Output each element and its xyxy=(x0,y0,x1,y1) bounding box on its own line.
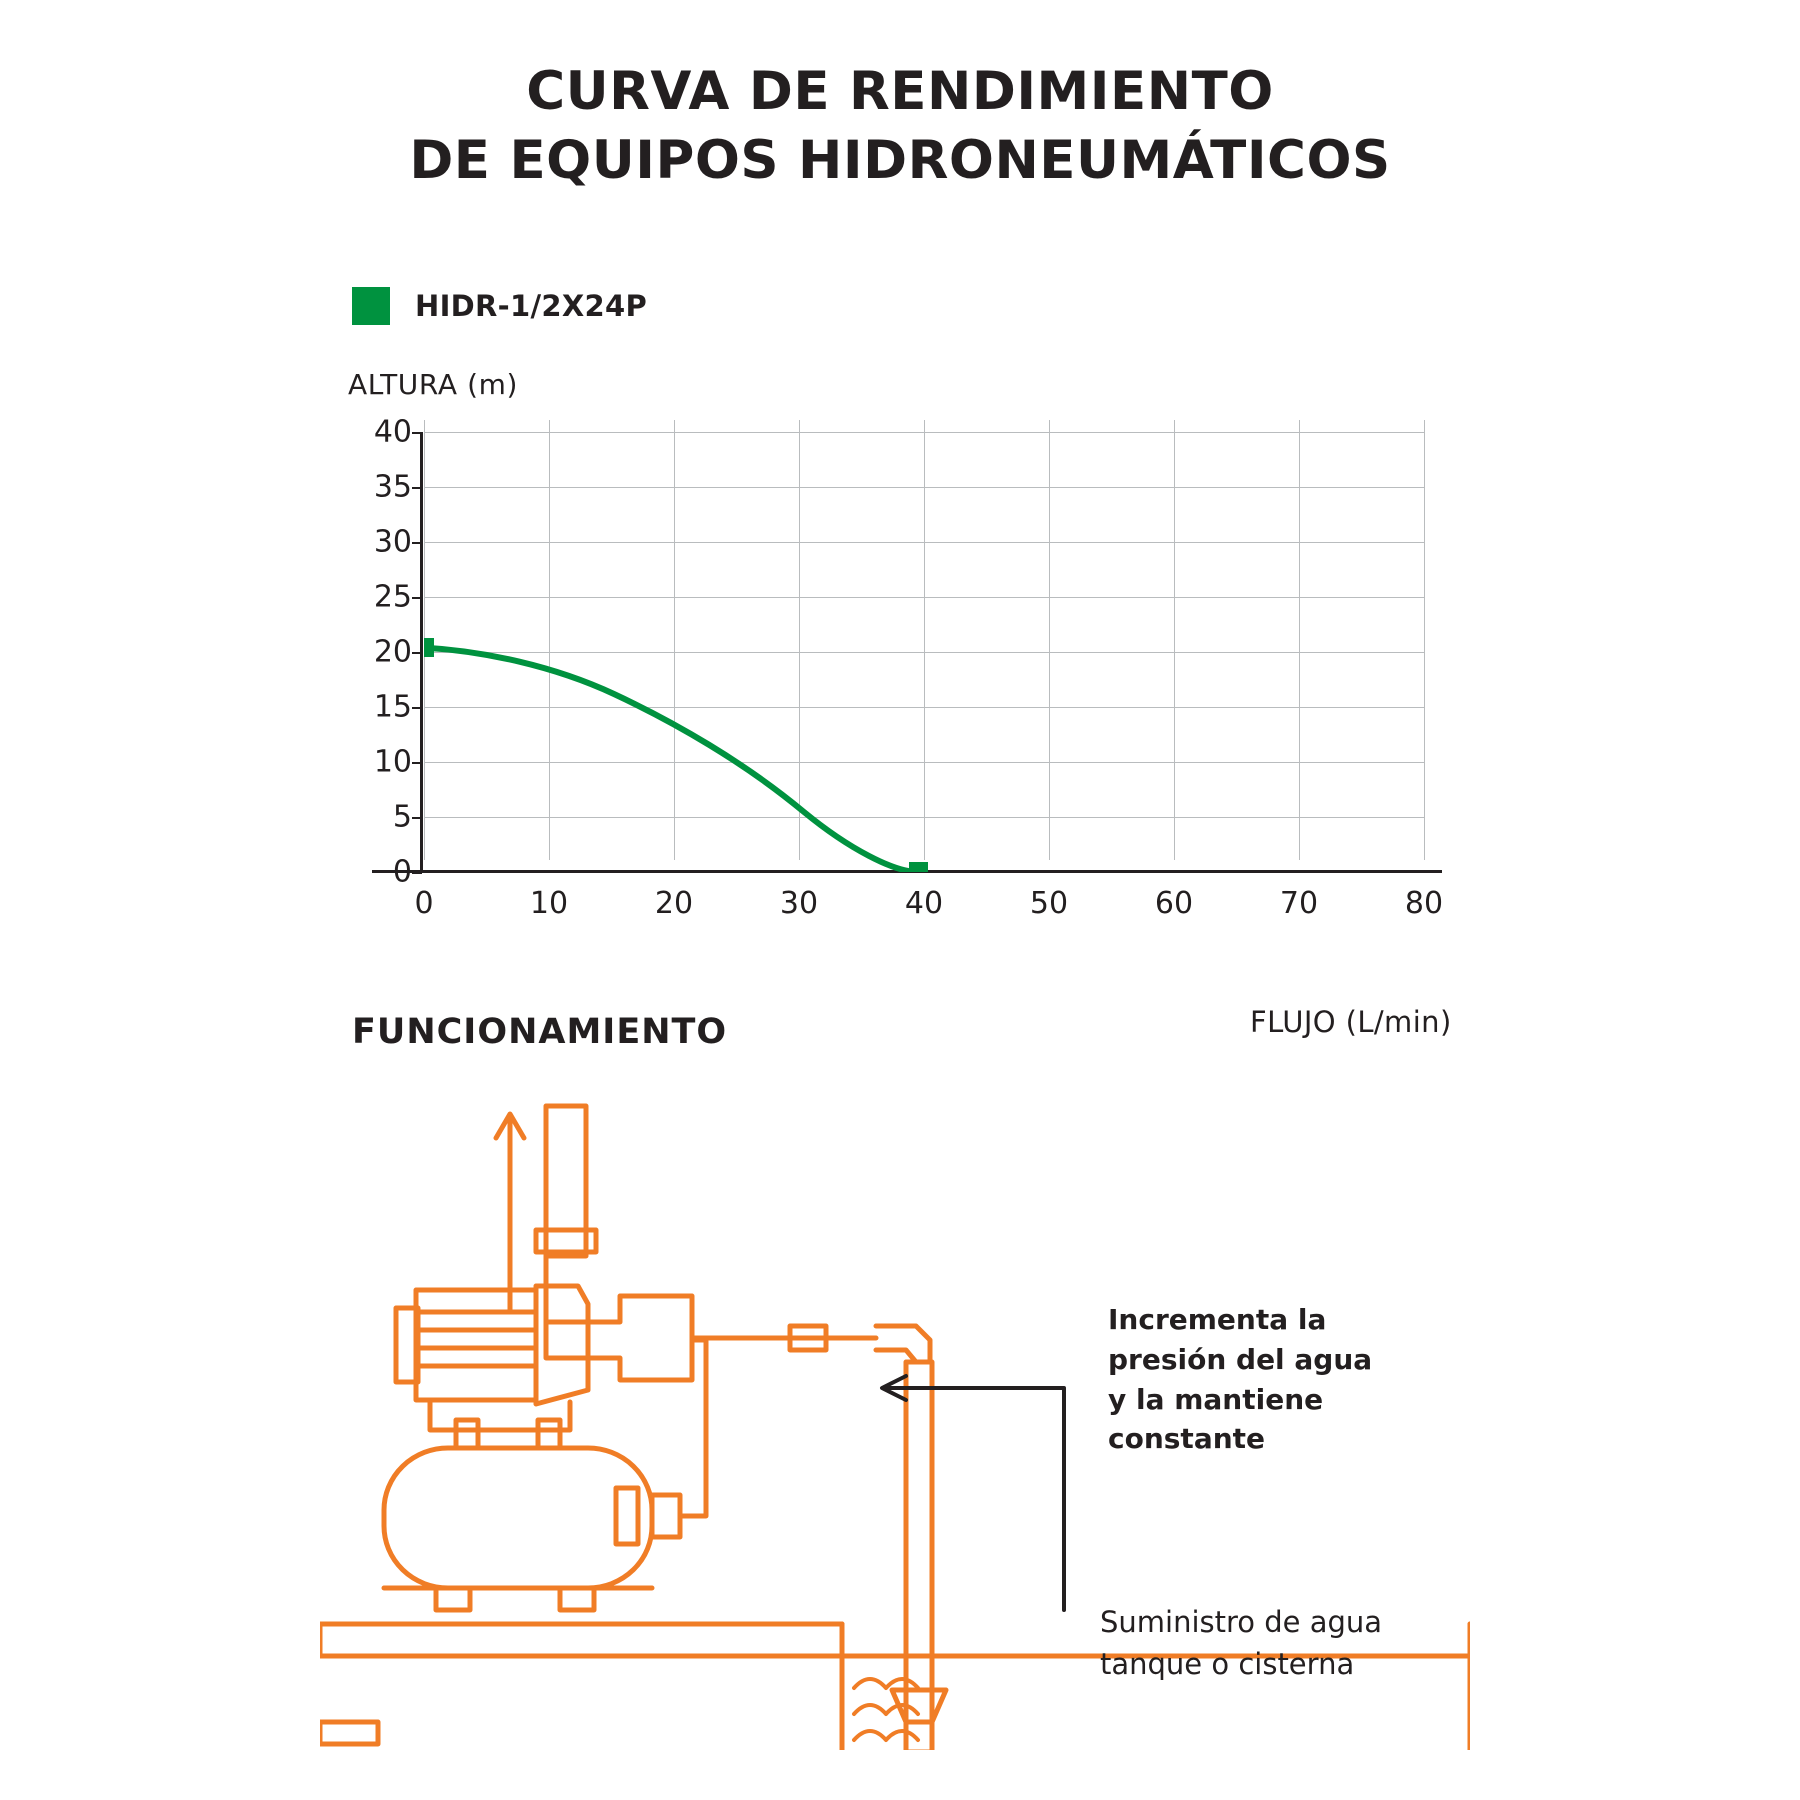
annotation-pressure-line-3: y la mantiene xyxy=(1108,1382,1324,1416)
annotation-pressure-line-2: presión del agua xyxy=(1108,1342,1373,1376)
x-tick-label: 10 xyxy=(529,886,569,921)
outlet-pipe-vertical xyxy=(546,1106,586,1256)
discharge-elbow xyxy=(546,1252,692,1380)
foot-valve-base xyxy=(320,1722,378,1744)
x-tick-label: 80 xyxy=(1404,886,1444,921)
section-title-funcionamiento: FUNCIONAMIENTO xyxy=(352,1012,728,1052)
x-tick-label: 50 xyxy=(1029,886,1069,921)
right-elbow xyxy=(876,1326,930,1362)
y-tick-mark xyxy=(412,597,422,599)
page-title-line-2: DE EQUIPOS HIDRONEUMÁTICOS xyxy=(409,129,1391,191)
y-tick-mark xyxy=(412,817,422,819)
y-tick-mark xyxy=(412,707,422,709)
x-tick-label: 30 xyxy=(779,886,819,921)
tank-outlet xyxy=(652,1495,680,1537)
x-tick-label: 0 xyxy=(414,886,434,921)
performance-curve-chart xyxy=(352,414,1452,940)
floor-slab-left xyxy=(320,1624,842,1750)
annotation-pressure-note xyxy=(1108,1300,1372,1459)
tank-foot-right xyxy=(560,1588,594,1610)
pressure-tank xyxy=(384,1448,652,1588)
legend-series-label: HIDR-1/2X24P xyxy=(415,289,648,323)
y-tick-label: 15 xyxy=(373,689,412,725)
data-point-marker-end xyxy=(909,862,928,872)
x-tick-label: 70 xyxy=(1279,886,1319,921)
gridline-vertical xyxy=(1424,420,1425,860)
annotation-arrow-pressure xyxy=(882,1376,1064,1610)
y-tick-label: 25 xyxy=(373,579,412,615)
annotation-pressure-line-4: constante xyxy=(1108,1422,1266,1456)
y-tick-label: 10 xyxy=(373,744,412,780)
annotation-supply-line-2: tanque o cisterna xyxy=(1100,1647,1355,1682)
page-title xyxy=(0,58,1800,196)
y-tick-label: 35 xyxy=(373,469,412,505)
y-tick-mark xyxy=(412,542,422,544)
data-point-marker-start xyxy=(424,638,434,657)
page-title-line-1: CURVA DE RENDIMIENTO xyxy=(526,61,1274,122)
y-tick-mark xyxy=(412,487,422,489)
motor-housing xyxy=(416,1290,536,1400)
annotation-supply-line-1: Suministro de agua xyxy=(1100,1605,1383,1639)
series-curve-svg xyxy=(424,432,1424,872)
legend-color-swatch xyxy=(352,287,390,325)
y-axis-title: ALTURA (m) xyxy=(348,368,518,401)
tank-foot-left xyxy=(436,1588,470,1610)
x-tick-label: 20 xyxy=(654,886,694,921)
pump-base-bracket xyxy=(430,1402,570,1430)
y-tick-mark xyxy=(412,432,422,434)
y-tick-label: 40 xyxy=(373,414,412,450)
annotation-supply-note xyxy=(1100,1601,1382,1685)
y-tick-label: 5 xyxy=(392,799,412,835)
series-line-hidr-1-2x24p xyxy=(424,648,918,872)
flow-arrow-up xyxy=(496,1114,524,1310)
x-tick-label: 40 xyxy=(904,886,944,921)
y-tick-mark xyxy=(412,652,422,654)
plot-region xyxy=(424,432,1424,872)
x-axis-title: FLUJO (L/min) xyxy=(1250,1005,1452,1039)
chart-legend xyxy=(352,287,647,325)
y-tick-mark xyxy=(412,872,422,874)
y-tick-label: 30 xyxy=(373,524,412,560)
x-tick-label: 60 xyxy=(1154,886,1194,921)
annotation-pressure-line-1: Incrementa la xyxy=(1108,1303,1327,1336)
y-tick-label: 0 xyxy=(392,854,412,890)
y-tick-mark xyxy=(412,762,422,764)
y-tick-label: 20 xyxy=(373,634,412,670)
